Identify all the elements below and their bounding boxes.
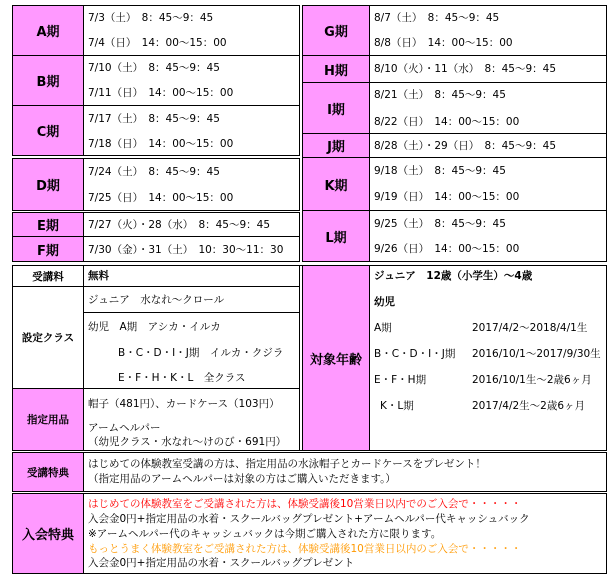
time-line: 7/11（日） 14：00～15：00	[88, 87, 234, 99]
join-line-5: 入会金0円+指定用品の水着・スクールバッグプレゼント	[88, 557, 355, 569]
time-line: 8/7（土） 8：45～9：45	[374, 12, 500, 24]
join-line-3: ※アームヘルパー代のキャッシュバックは今期ご購入された方に限ります。	[88, 528, 442, 540]
time-line: 8/21（土） 8：45～9：45	[374, 89, 506, 101]
join-line-2: 入会金0円+指定用品の水着・スクールバッグプレゼント+アームヘルパー代キャッシュバック	[88, 513, 530, 525]
age-range: 2017/4/2～2018/4/1生	[472, 322, 588, 334]
age-kids-title: 幼児	[374, 296, 395, 308]
benefit-line-2: （指定用品のアームヘルパーは対象の方はご購入いただきます。）	[88, 473, 396, 485]
items-label: 指定用品	[12, 388, 84, 451]
time-line: 7/17（土） 8：45～9：45	[88, 113, 220, 125]
age-period: E・F・H期	[374, 374, 427, 386]
class-junior-cell	[83, 286, 300, 313]
join-line-1: はじめての体験教室をご受講された方は、体験受講後10営業日以内でのご入会で・・・・・	[88, 498, 522, 510]
join-label: 入会特典	[12, 493, 84, 574]
period-label-k: K期	[302, 157, 370, 211]
class-kids-b: B・C・D・I・J期 イルカ・クジラ	[118, 347, 284, 359]
fee-label: 受講料	[12, 265, 84, 287]
time-line: 7/18（日） 14：00～15：00	[88, 138, 234, 150]
time-line: 8/10（火）・11（水） 8：45～9：45	[374, 63, 557, 75]
benefit-cell	[83, 452, 607, 492]
time-line: 9/18（土） 8：45～9：45	[374, 165, 506, 177]
fee-value: 無料	[88, 270, 109, 282]
period-times-h	[369, 55, 607, 83]
time-line: 8/22（日） 14：00～15：00	[374, 116, 520, 128]
join-cell	[83, 493, 607, 574]
period-times-k	[369, 157, 607, 211]
period-label-c: C期	[12, 105, 84, 156]
age-period: B・C・D・I・J期	[374, 348, 456, 360]
period-times-d	[83, 158, 300, 211]
time-line: 9/25（土） 8：45～9：45	[374, 218, 506, 230]
time-line: 8/28（土）・29（日） 8：45～9：45	[374, 140, 557, 152]
age-junior: ジュニア 12歳（小学生）～4歳	[374, 270, 533, 282]
period-times-e	[83, 212, 300, 237]
period-times-f	[83, 236, 300, 262]
class-junior: ジュニア 水なれ～クロール	[88, 294, 225, 306]
period-times-g	[369, 5, 607, 56]
age-label: 対象年齢	[302, 265, 370, 451]
class-kids-cell	[83, 312, 300, 389]
benefit-label: 受講特典	[12, 452, 84, 492]
join-line-4: もっとうまく体験教室をご受講された方は、体験受講後10営業日以内のご入会で・・・・・	[88, 543, 522, 555]
items-line-3: （幼児クラス・水なれ～けのび・691円）	[88, 436, 287, 448]
period-label-i: I期	[302, 82, 370, 134]
items-line-1: 帽子（481円）、カードケース（103円）	[88, 398, 280, 410]
time-line: 8/8（日） 14：00～15：00	[374, 37, 513, 49]
class-kids-a: 幼児 A期 アシカ・イルカ	[88, 321, 221, 333]
time-line: 9/19（日） 14：00～15：00	[374, 191, 520, 203]
age-period: K・L期	[380, 400, 414, 412]
period-times-b	[83, 55, 300, 106]
time-line: 7/3（土） 8：45～9：45	[88, 12, 214, 24]
benefit-line-1: はじめての体験教室受講の方は、指定用品の水泳帽子とカードケースをプレゼント！	[88, 458, 486, 470]
time-line: 7/24（土） 8：45～9：45	[88, 166, 220, 178]
age-cell	[369, 265, 607, 451]
age-range: 2016/10/1生～2歳6ヶ月	[472, 374, 592, 386]
class-kids-e: E・F・H・K・L 全クラス	[118, 372, 246, 384]
time-line: 7/25（日） 14：00～15：00	[88, 192, 234, 204]
time-line: 9/26（日） 14：00～15：00	[374, 243, 520, 255]
age-range: 2017/4/2生～2歳6ヶ月	[472, 400, 586, 412]
items-cell	[83, 388, 300, 451]
class-label: 設定クラス	[12, 286, 84, 389]
period-label-j: J期	[302, 133, 370, 158]
time-line: 7/30（金）・31（土） 10：30～11：30	[88, 244, 284, 256]
fee-value-cell	[83, 265, 300, 287]
period-times-i	[369, 82, 607, 134]
period-times-l	[369, 210, 607, 262]
period-label-d: D期	[12, 158, 84, 211]
period-label-g: G期	[302, 5, 370, 56]
period-label-l: L期	[302, 210, 370, 262]
time-line: 7/4（日） 14：00～15：00	[88, 37, 227, 49]
time-line: 7/10（土） 8：45～9：45	[88, 62, 220, 74]
period-times-c	[83, 105, 300, 156]
items-line-2: アームヘルパー	[88, 422, 161, 434]
period-label-h: H期	[302, 55, 370, 83]
period-label-b: B期	[12, 55, 84, 106]
period-label-f: F期	[12, 236, 84, 262]
time-line: 7/27（火）・28（水） 8：45～9：45	[88, 219, 271, 231]
period-times-a	[83, 5, 300, 56]
age-period: A期	[374, 322, 392, 334]
period-label-a: A期	[12, 5, 84, 56]
age-range: 2016/10/1～2017/9/30生	[472, 348, 601, 360]
period-times-j	[369, 133, 607, 158]
period-label-e: E期	[12, 212, 84, 237]
